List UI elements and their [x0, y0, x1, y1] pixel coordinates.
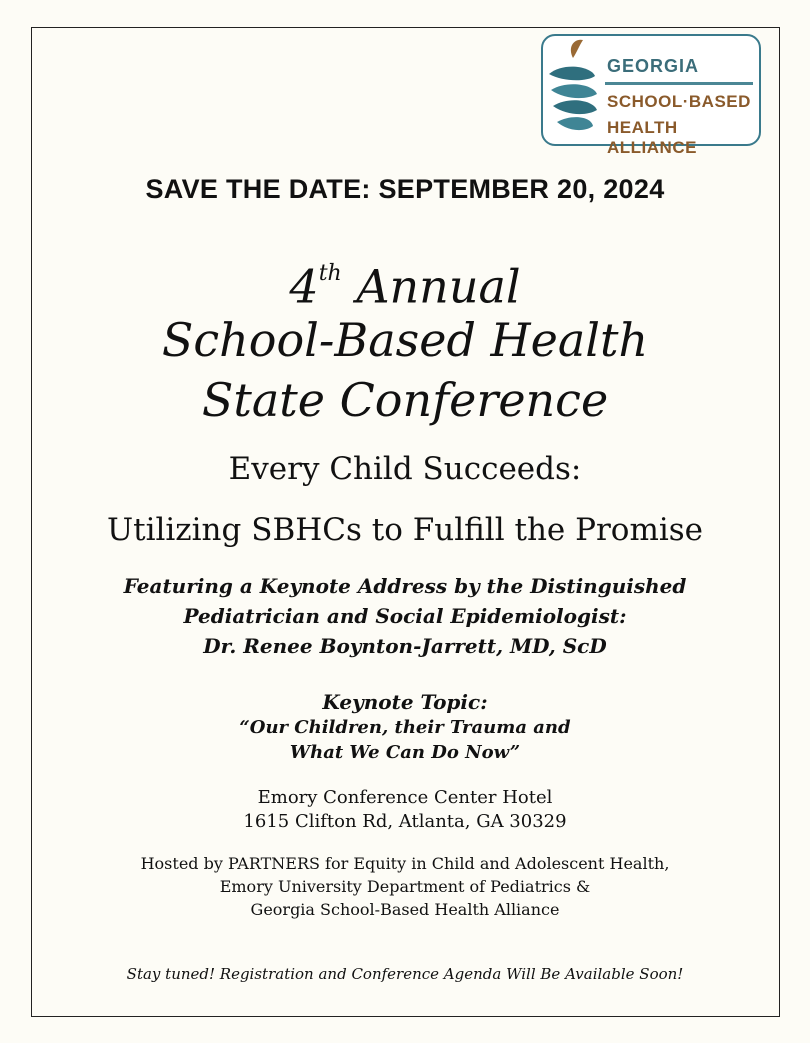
keynote-speaker: Dr. Renee Boynton-Jarrett, MD, ScD [203, 634, 607, 658]
keynote-topic-line-1: “Our Children, their Trauma and [239, 717, 571, 738]
title-line-2: School-Based Health [161, 313, 649, 367]
feature-line-2: Pediatrician and Social Epidemiologist: [183, 604, 627, 628]
spiral-ribbon-icon [543, 36, 607, 144]
keynote-topic-line-2: What We Can Do Now” [289, 742, 521, 763]
keynote-feature [0, 571, 810, 661]
logo-text-school-based: SCHOOL·BASED [607, 92, 751, 111]
logo-text-health-alliance: HEALTH ALLIANCE [607, 118, 697, 157]
host-line-3: Georgia School-Based Health Alliance [250, 900, 560, 919]
title-line-1 [0, 250, 810, 316]
subtitle-line-1: Every Child Succeeds: [228, 451, 582, 487]
keynote-topic-label: Keynote Topic: [322, 690, 488, 714]
title-line-3: State Conference [201, 373, 609, 427]
title-annual: Annual [341, 259, 521, 314]
feature-line-1: Featuring a Keynote Address by the Distinguished [123, 574, 687, 598]
venue [0, 786, 810, 834]
subtitle-line-2: Utilizing SBHCs to Fulfill the Promise [106, 512, 704, 548]
title-ordinal-suffix: th [318, 261, 342, 286]
hosts [0, 852, 810, 921]
venue-address: 1615 Clifton Rd, Atlanta, GA 30329 [243, 811, 567, 832]
gsbha-logo [541, 34, 761, 157]
venue-name: Emory Conference Center Hotel [257, 787, 553, 808]
host-line-1: Hosted by PARTNERS for Equity in Child and Adolescent Health, [140, 854, 670, 873]
footer-note: Stay tuned! Registration and Conference Agenda Will Be Available Soon! [126, 965, 684, 983]
title-ordinal: 4 [289, 259, 319, 314]
logo-text-georgia: GEORGIA [607, 56, 700, 76]
host-line-2: Emory University Department of Pediatrics & [219, 877, 591, 896]
save-the-date: SAVE THE DATE: SEPTEMBER 20, 2024 [145, 174, 665, 204]
keynote-topic [0, 715, 810, 765]
logo-divider [605, 82, 753, 85]
